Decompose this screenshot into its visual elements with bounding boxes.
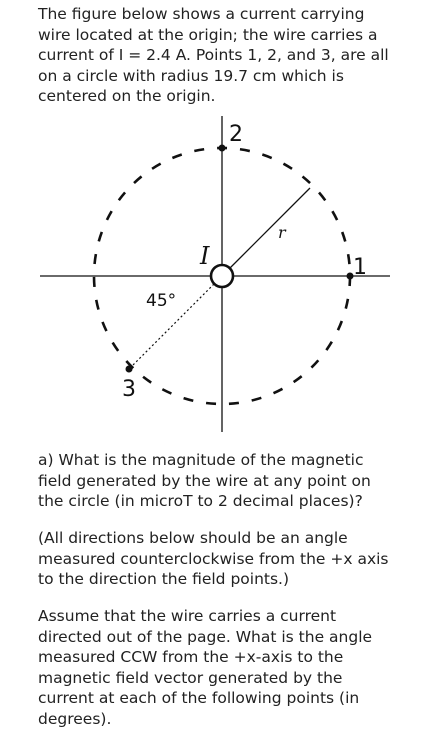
wire-circle xyxy=(211,265,233,287)
point-2-label: 2 xyxy=(229,122,243,147)
intro-paragraph: The figure below shows a current carrying wire located at the origin; the wire carries a current of I = 2.4 A. Points 1, 2, and 3, are all on a circle with radius 19.7 cm which is centered on the origin. xyxy=(38,5,389,105)
current-label: I xyxy=(200,242,210,270)
radius-label: r xyxy=(278,223,286,242)
point-3-label: 3 xyxy=(122,377,136,402)
point-3-dot xyxy=(126,366,133,373)
wire-circle-figure xyxy=(0,110,427,440)
question-a: a) What is the magnitude of the magnetic field generated by the wire at any point on the circle (in microT to 2 decimal places)? xyxy=(38,451,371,510)
point-2-dot xyxy=(219,145,226,152)
direction-note: (All directions below should be an angle measured counterclockwise from the +x axis to the direction the field points.) xyxy=(38,529,389,588)
radius-line xyxy=(230,188,310,268)
angle-label: 45° xyxy=(146,291,177,311)
assume-paragraph: Assume that the wire carries a current directed out of the page. What is the angle measured CCW from the +x-axis to the magnetic field vector generated by the current at each of the following points (in degrees). xyxy=(38,607,373,728)
point-1-label: 1 xyxy=(353,255,367,280)
